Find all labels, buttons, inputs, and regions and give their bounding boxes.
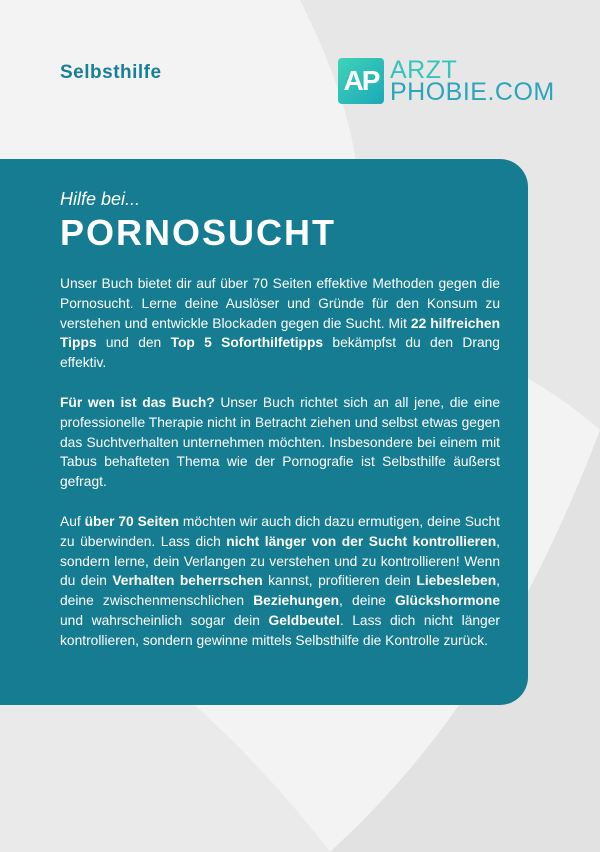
text-run: kannst, profitieren dein (262, 573, 417, 589)
text-run: . Lass dich nicht länger kontrollieren, sondern gewinne mittels Selbsthilfe die Kontrolle zurück. (60, 612, 500, 648)
bold-text-run: Top 5 Soforthilfetipps (170, 335, 324, 351)
page-title: PORNOSUCHT (60, 212, 337, 253)
text-run: , sondern lerne, dein Verlangen zu verstehen und zu kontrollieren! Wenn du dein (60, 533, 501, 589)
text-run: Unser Buch bietet dir auf über 70 Seiten effektive Methoden gegen die Pornosucht. Lerne deine Auslöser und Gründe für den Konsum zu verstehen und entwickle Blockaden gegen die Sucht. Mit (60, 276, 500, 331)
text-run: , deine zwischenmenschlichen (60, 573, 500, 609)
paragraph-1 (60, 274, 500, 373)
kicker-text: Hilfe bei... (60, 189, 141, 209)
logo-line-1: ARZT (390, 56, 458, 84)
paragraph-3 (60, 512, 500, 651)
text-run: , deine (339, 593, 395, 609)
bold-text-run: über 70 Seiten (84, 513, 180, 529)
logo-mark-icon: AP (338, 58, 384, 104)
text-run: möchten wir auch dich dazu ermutigen, deine Sucht zu überwinden. Lass dich (60, 513, 500, 549)
logo-wordmark (390, 56, 555, 106)
bold-text-run: Geldbeutel (268, 612, 340, 628)
category-label: Selbsthilfe (60, 62, 162, 83)
bold-text-run: Glückshormone (394, 593, 500, 609)
bold-text-run: Für wen ist das Buch? (60, 394, 215, 410)
logo-line-2: PHOBIE.COM (390, 78, 555, 106)
bold-text-run: Beziehungen (253, 593, 340, 609)
text-run: und den (96, 335, 171, 351)
bold-text-run: Liebesleben (416, 573, 497, 589)
text-run: bekämpfst du den Drang effektiv. (60, 335, 500, 371)
logo (338, 58, 555, 104)
paragraph-2 (60, 393, 500, 492)
content-panel (0, 159, 528, 705)
text-run: Unser Buch richtet sich an all jene, die eine professionelle Therapie nicht in Betracht ziehen und selbst etwas gegen das Suchtverhalten unternehmen möchten. Insbesondere bei einem mit Tabus behafteten Thema wie der Pornografie ist Selbsthilfe äußerst gefragt. (60, 394, 501, 490)
bold-text-run: nicht länger von der Sucht kontrollieren (226, 533, 497, 549)
bold-text-run: Verhalten beherrschen (112, 573, 263, 589)
text-run: und wahrscheinlich sogar dein (60, 612, 269, 628)
bold-text-run: 22 hilfreichen Tipps (60, 315, 500, 351)
text-run: Auf (60, 513, 85, 529)
